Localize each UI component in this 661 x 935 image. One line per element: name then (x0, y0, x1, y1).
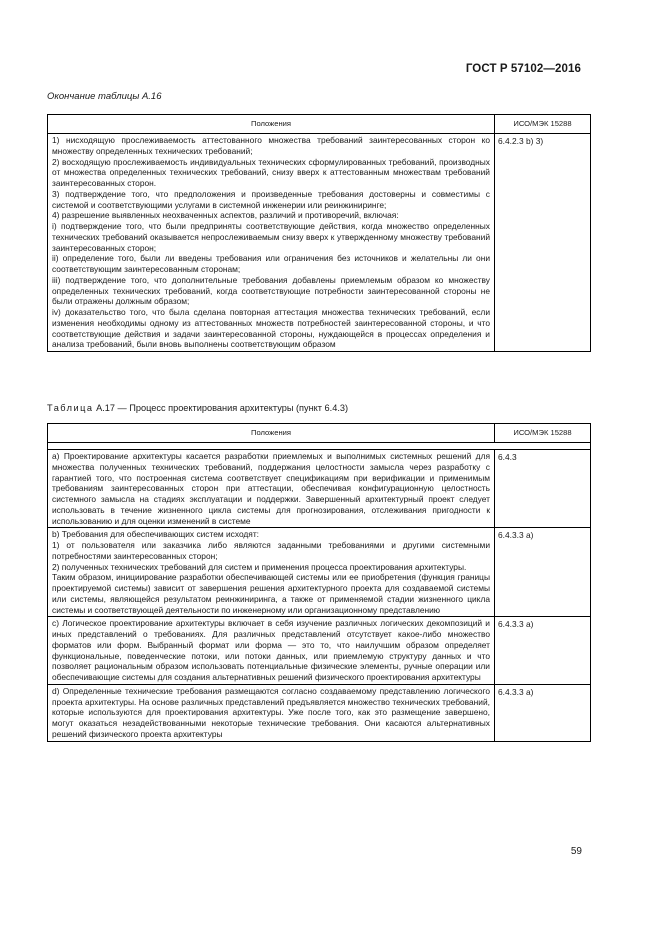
paragraph: iv) доказательство того, что была сделана повторная аттестация множества технических требований, если изменения необходимы одному из аттестованных множеств потребностей заинтересованной стороны, и что соответствующие действия и задачи заинтересованной стороны, нуждающейся в процессах определения и анализа требований, были вновь выполнены соответствующим образом (52, 307, 490, 350)
provisions-cell (48, 134, 495, 352)
paragraph: c) Логическое проектирование архитектуры включает в себя изучение различных логических декомпозиций и иных представлений о требованиях. Для различных представлений отсутствует какое-либо множество форматов или форм. Выбранный формат или форма — это то, что наилучшим образом определяет функциональные, поведенческие потоки, или потоки данных, или приемлемую структуру данных и что позволяет рациональным образом использовать потенциальные физические элементы, ручные операции или обеспечивающие системы для создания альтернативных решений физического проектирования архитектуры (52, 618, 490, 682)
iso-reference: 6.4.2.3 b) 3) (495, 134, 591, 352)
col-header-iso: ИСО/МЭК 15288 (495, 115, 591, 134)
paragraph: ii) определение того, были ли введены требования или ограничения без источников и желательны ли они соответствующим заинтересованным сторонам; (52, 253, 490, 274)
provisions-cell (48, 684, 495, 741)
paragraph: 1) нисходящую прослеживаемость аттестованного множества требований заинтересованных сторон ко множеству определенных технических требований; (52, 135, 490, 156)
table-row (48, 528, 591, 617)
paragraph: 1) от пользователя или заказчика либо являются заданными требованиями и другими системными потребностями заинтересованных сторон; (52, 540, 490, 561)
table-continuation-title: Окончание таблицы А.16 (47, 91, 162, 102)
paragraph: 2) полученных технических требований для систем и применения процесса проектирования архитектуры. (52, 561, 467, 572)
table-caption-prefix: Таблица (47, 403, 94, 413)
paragraph: Таким образом, инициирование разработки обеспечивающей системы или ее приобретения (функция границы проектируемой системы) зависит от завершения решения архитектурного проекта для создаваемой системы или системы, являющейся результатом реинжиниринга, а также от применяемой стадии жизненного цикла системы и соответствующей деятельности по инженерному или организационному представлению (52, 572, 490, 615)
table-row (48, 450, 591, 528)
paragraph: 2) восходящую прослеживаемость индивидуальных технических сформулированных требований, производных от множества определенных технических требований, снизу вверх к аттестованным множествам требований заинтересованных сторон. (52, 156, 490, 188)
standard-code: ГОСТ Р 57102—2016 (465, 63, 581, 75)
provisions-cell (48, 528, 495, 617)
col-header-iso: ИСО/МЭК 15288 (495, 424, 591, 443)
paragraph: iii) подтверждение того, что дополнительные требования добавлены приемлемым образом ко множеству определенных технических требований, когда соответствующие потребности заинтересованной стороны не были отражены должным образом; (52, 274, 490, 307)
requirements-table-a16 (47, 114, 591, 352)
col-header-provisions: Положения (48, 115, 495, 134)
iso-reference: 6.4.3.3 a) (495, 684, 591, 741)
provisions-cell (48, 450, 495, 528)
table-row (48, 684, 591, 741)
iso-reference: 6.4.3.3 a) (495, 528, 591, 617)
paragraph: a) Проектирование архитектуры касается разработки приемлемых и выполнимых системных решений для множества полученных технических требований, поддержания целостности замысла через разработку с гарантией того, что построенная система соответствует спецификациям при верификации и применимым требованиям заинтересованных сторон при аттестации, обеспечивая конфигурационную целостность системного замысла на стадиях эксплуатации и поддержки. Завершенный архитектурный проект следует использовать в течение жизненного цикла системы для прогнозирования, отслеживания пригодности к использованию и для оценки изменений в системе (52, 451, 490, 526)
provisions-cell (48, 617, 495, 685)
paragraph: 3) подтверждение того, что предположения и произведенные требования достоверны и совместимы с системой и соответствующими услугами в системной инженерии или реинжиниринге; (52, 188, 490, 210)
table-caption-text: А.17 — Процесс проектирования архитектуры (пункт 6.4.3) (96, 403, 349, 413)
table-row (48, 617, 591, 685)
architecture-design-table-a17 (47, 423, 591, 742)
paragraph: 4) разрешение выявленных неохваченных аспектов, различий и противоречий, включая: (52, 210, 399, 221)
iso-reference: 6.4.3.3 a) (495, 617, 591, 685)
paragraph: b) Требования для обеспечивающих систем исходят: (52, 529, 260, 540)
iso-reference: 6.4.3 (495, 450, 591, 528)
page-number: 59 (570, 846, 582, 857)
table-row (48, 134, 591, 352)
col-header-provisions: Положения (48, 424, 495, 443)
paragraph: d) Определенные технические требования размещаются согласно создаваемому представлению логического проекта архитектуры. На основе различных представлений предъявляется множество технических требований, которые используются для проектирования архитектуры. Уже после того, как это размещение завершено, могут оказаться незадействованными некоторые технические требования. Они касаются альтернативных решений физического проекта архитектуры (52, 685, 490, 739)
paragraph: i) подтверждение того, что были предприняты соответствующие действия, когда множество определенных технических требований оказывается непрослеживаемым снизу вверх к утвержденному множеству требований заинтересованных сторон; (52, 221, 490, 253)
table-caption (47, 403, 348, 413)
